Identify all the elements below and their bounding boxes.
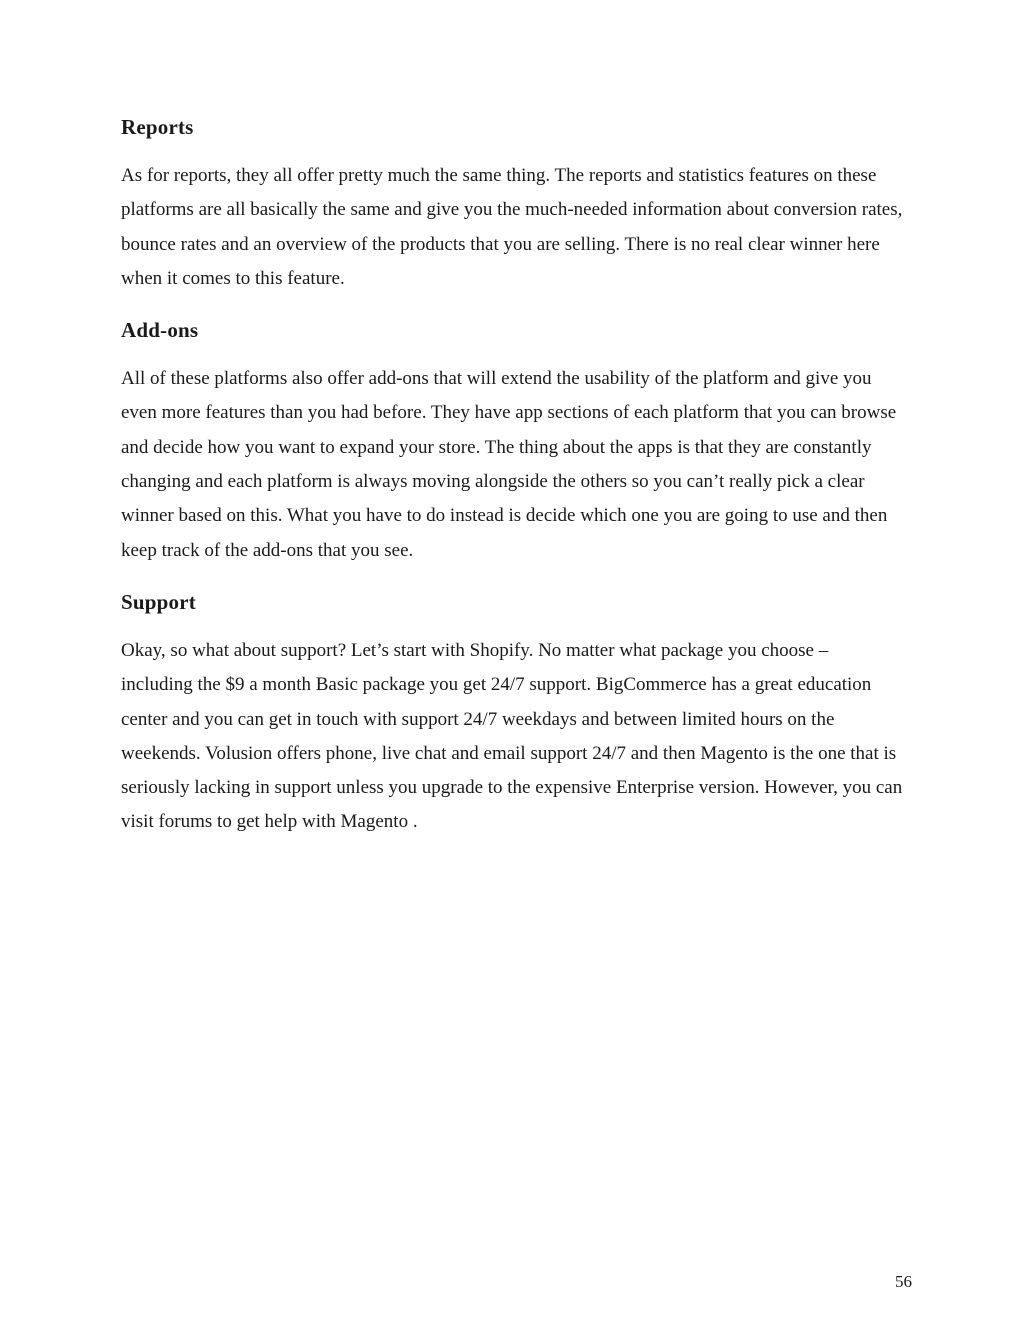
page-content — [121, 113, 903, 860]
section-reports — [121, 113, 903, 296]
section-heading: Add-ons — [121, 318, 199, 343]
section-add-ons — [121, 316, 903, 568]
page-number: 56 — [895, 1272, 912, 1291]
section-paragraph: As for reports, they all offer pretty much the same thing. The reports and statistics features on these platforms are all basically the same and give you the much-needed information about conversion rates, bounce rates and an overview of the products that you are selling. There is no real clear winner here when it comes to this feature. — [121, 165, 903, 289]
section-paragraph: Okay, so what about support? Let’s start with Shopify. No matter what package you choose – including the $9 a month Basic package you get 24/7 support. BigCommerce has a great education center and you can get in touch with support 24/7 weekdays and between limited hours on the weekends. Volusion offers phone, live chat and email support 24/7 and then Magento is the one that is seriously lacking in support unless you upgrade to the expensive Enterprise version. However, you can visit forums to get help with Magento . — [121, 639, 903, 833]
section-paragraph: All of these platforms also offer add-ons that will extend the usability of the platform and give you even more features than you had before. They have app sections of each platform that you can browse and decide how you want to expand your store. The thing about the apps is that they are constantly changing and each platform is always moving alongside the others so you can’t really pick a clear winner based on this. What you have to do instead is decide which one you are going to use and then keep track of the add-ons that you see. — [121, 368, 897, 561]
section-support — [121, 588, 903, 840]
section-heading: Support — [121, 589, 196, 614]
section-heading: Reports — [121, 115, 194, 139]
